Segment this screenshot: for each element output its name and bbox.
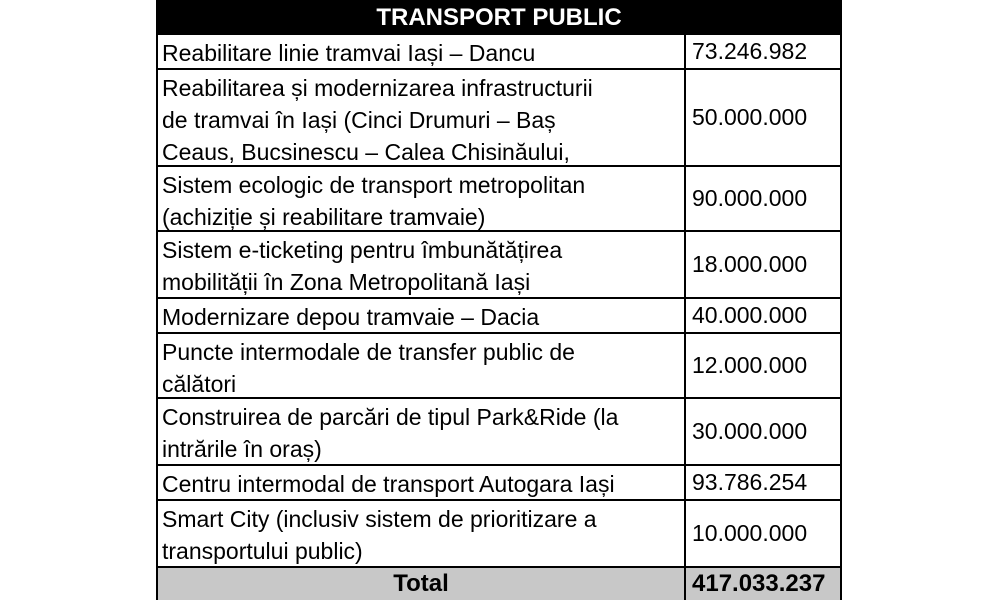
project-name: Modernizare depou tramvaie – Dacia (158, 299, 686, 332)
table-row (158, 299, 840, 334)
table-row (158, 232, 840, 299)
total-value: 417.033.237 (692, 570, 826, 597)
project-value: 50.000.000 (692, 104, 808, 130)
project-name: Sistem e-ticketing pentru îmbunătățirea mobilității în Zona Metropolitană Iași (158, 232, 686, 297)
table-row (158, 70, 840, 167)
total-label: Total (158, 568, 686, 600)
project-value: 90.000.000 (692, 185, 808, 211)
project-name: Reabilitarea și modernizarea infrastructurii de tramvai în Iași (Cinci Drumuri – Baș Ceaus, Bucsinescu – Calea Chisinăului, (158, 70, 686, 165)
table-row (158, 399, 840, 466)
project-value: 73.246.982 (692, 38, 808, 64)
project-name: Reabilitare linie tramvai Iași – Dancu (158, 35, 686, 68)
table-title: TRANSPORT PUBLIC (158, 0, 840, 35)
project-name: Sistem ecologic de transport metropolitan (achiziție și reabilitare tramvaie) (158, 167, 686, 230)
table-row (158, 501, 840, 566)
project-name: Puncte intermodale de transfer public de călători (158, 334, 686, 397)
project-value: 30.000.000 (692, 418, 808, 444)
project-name: Construirea de parcări de tipul Park&Ride (la intrările în oraș) (158, 399, 686, 464)
project-value: 40.000.000 (692, 302, 808, 328)
total-row (158, 566, 840, 600)
transport-public-table (156, 0, 842, 600)
project-value: 93.786.254 (692, 469, 808, 495)
table-row (158, 334, 840, 399)
table-row (158, 466, 840, 501)
project-name: Smart City (inclusiv sistem de prioritizare a transportului public) (158, 501, 686, 566)
project-value: 18.000.000 (692, 251, 808, 277)
project-name: Centru intermodal de transport Autogara Iași (158, 466, 686, 499)
project-value: 12.000.000 (692, 352, 808, 378)
project-value: 10.000.000 (692, 520, 808, 546)
table-row (158, 167, 840, 232)
table-row (158, 35, 840, 70)
